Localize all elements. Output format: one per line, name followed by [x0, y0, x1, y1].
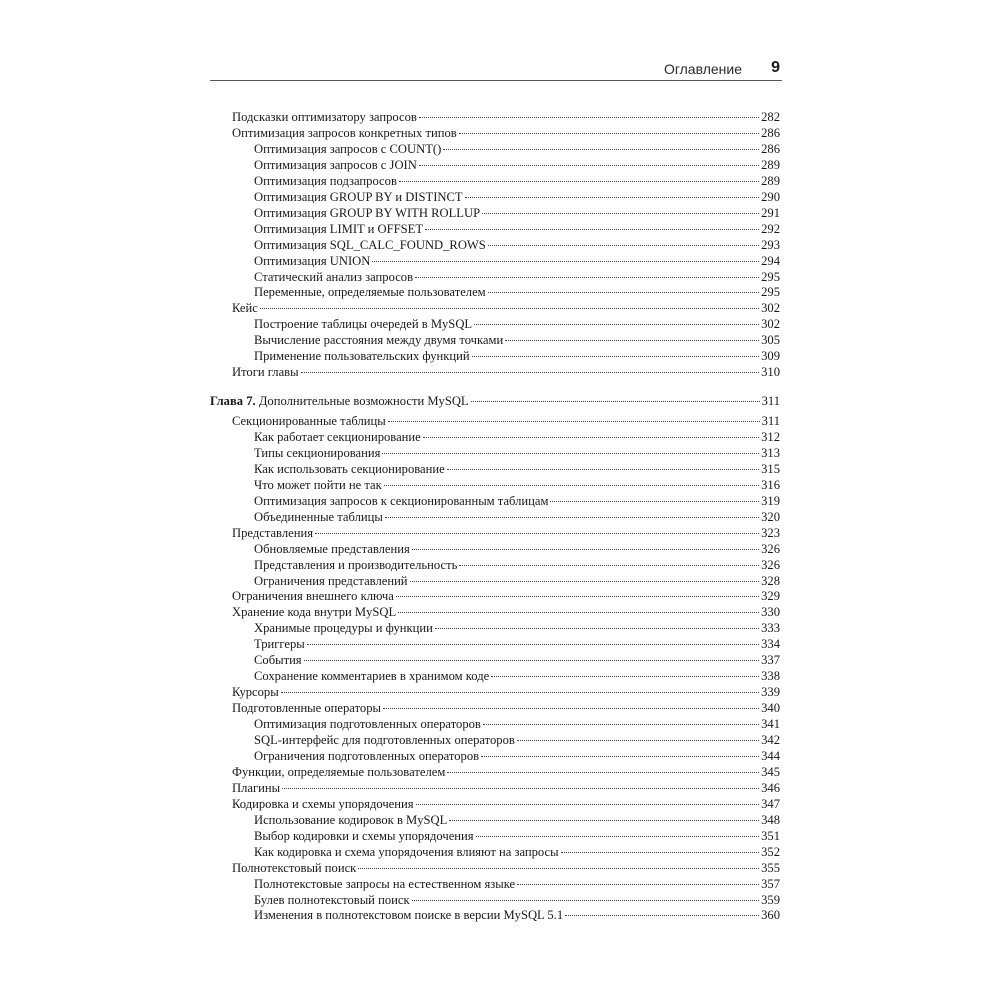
running-head-section: Оглавление	[663, 61, 742, 77]
dot-leader	[282, 788, 759, 789]
toc-entry[interactable]	[254, 493, 780, 509]
toc-entry[interactable]	[254, 221, 780, 237]
dot-leader	[449, 820, 759, 821]
toc-entry[interactable]	[254, 636, 780, 652]
toc-entry-page: 359	[761, 892, 780, 907]
toc-entry-page: 312	[761, 429, 780, 444]
toc-entry-title: Объединенные таблицы	[254, 509, 383, 524]
dot-leader	[383, 708, 759, 709]
toc-entry[interactable]	[254, 429, 780, 445]
dot-leader	[443, 149, 759, 150]
toc-entry-title: Как работает секционирование	[254, 429, 421, 444]
toc-entry-page: 326	[761, 541, 780, 556]
dot-leader	[388, 421, 760, 422]
dot-leader	[398, 612, 759, 613]
toc-entry[interactable]	[254, 284, 780, 300]
dot-leader	[459, 133, 759, 134]
toc-entry-page: 330	[761, 605, 780, 620]
toc-entry-page: 286	[761, 125, 780, 140]
dot-leader	[447, 469, 759, 470]
dot-leader	[425, 229, 759, 230]
dot-leader	[517, 740, 759, 741]
toc-entry-page: 309	[761, 349, 780, 364]
toc-entry[interactable]	[254, 573, 780, 589]
toc-entry-page: 295	[761, 269, 780, 284]
toc-entry[interactable]	[254, 620, 780, 636]
toc-entry-page: 313	[761, 445, 780, 460]
toc-entry[interactable]	[254, 844, 780, 860]
toc-entry[interactable]	[254, 461, 780, 477]
toc-entry-page: 352	[761, 844, 780, 859]
toc-entry-page: 334	[761, 637, 780, 652]
toc-entry[interactable]	[232, 796, 780, 812]
toc-entry-title: Плагины	[232, 780, 281, 795]
toc-entry[interactable]	[254, 253, 780, 269]
toc-entry-page: 319	[761, 493, 780, 508]
toc-entry[interactable]	[254, 173, 780, 189]
dot-leader	[301, 372, 760, 373]
toc-entry[interactable]	[254, 828, 780, 844]
dot-leader	[435, 628, 759, 629]
toc-entry-page: 302	[761, 317, 780, 332]
toc-entry[interactable]	[254, 509, 780, 525]
toc-entry-title: Применение пользовательских функций	[254, 349, 470, 364]
dot-leader	[471, 401, 760, 402]
toc-entry[interactable]	[232, 684, 780, 700]
dot-leader	[476, 836, 760, 837]
dot-leader	[382, 453, 759, 454]
toc-entry[interactable]	[254, 477, 780, 493]
toc-entry[interactable]	[254, 445, 780, 461]
toc-entry[interactable]	[254, 557, 780, 573]
toc-entry-title: Вычисление расстояния между двумя точками	[254, 333, 504, 348]
toc-entry-page: 294	[761, 253, 780, 268]
dot-leader	[410, 581, 760, 582]
toc-entry-title: Оптимизация SQL_CALC_FOUND_ROWS	[254, 237, 486, 252]
toc-entry-page: 310	[761, 365, 780, 380]
toc-entry[interactable]	[254, 189, 780, 205]
dot-leader	[550, 501, 759, 502]
toc-entry[interactable]	[254, 237, 780, 253]
toc-entry-title: Итоги главы	[232, 365, 299, 380]
toc-entry-page: 282	[761, 110, 780, 124]
dot-leader	[358, 868, 759, 869]
toc-entry-title: Триггеры	[254, 637, 305, 652]
toc-entry-title: Оптимизация LIMIT и OFFSET	[254, 221, 424, 236]
toc-entry[interactable]	[254, 732, 780, 748]
toc-entry-title: Обновляемые представления	[254, 541, 410, 556]
page-number: 9	[771, 59, 780, 76]
toc-entry[interactable]	[232, 700, 780, 716]
dot-leader	[307, 644, 759, 645]
toc-entry[interactable]	[254, 892, 780, 908]
dot-leader	[260, 308, 759, 309]
dot-leader	[482, 213, 759, 214]
toc-entry[interactable]	[232, 125, 780, 141]
toc-entry-title: Использование кодировок в MySQL	[254, 812, 448, 827]
toc-entry-page: 337	[761, 653, 780, 668]
toc-entry-title: Оптимизация запросов с COUNT()	[254, 141, 442, 156]
dot-leader	[399, 181, 759, 182]
toc-entry-page: 289	[761, 173, 780, 188]
toc-entry[interactable]	[232, 764, 780, 780]
dot-leader	[488, 292, 759, 293]
dot-leader	[372, 261, 759, 262]
dot-leader	[281, 692, 759, 693]
dot-leader	[423, 437, 759, 438]
toc-entry[interactable]	[254, 205, 780, 221]
toc-entry-page: 290	[761, 189, 780, 204]
toc-entry-title: Оптимизация GROUP BY и DISTINCT	[254, 189, 463, 204]
toc-entry-page: 289	[761, 157, 780, 172]
dot-leader	[459, 565, 759, 566]
toc-entry-page: 320	[761, 509, 780, 524]
dot-leader	[481, 756, 759, 757]
toc-entry-title: Переменные, определяемые пользователем	[254, 285, 486, 300]
toc-entry-title: Оптимизация запросов конкретных типов	[232, 125, 457, 140]
dot-leader	[419, 117, 759, 118]
toc-entry-title: Полнотекстовый поиск	[232, 860, 357, 875]
toc-entry-title: Оптимизация GROUP BY WITH ROLLUP	[254, 205, 481, 220]
toc-entry-title: Выбор кодировки и схемы упорядочения	[254, 828, 474, 843]
toc-entry[interactable]	[232, 604, 780, 620]
dot-leader	[385, 517, 759, 518]
toc-entry[interactable]	[232, 300, 780, 316]
toc-entry-title: Функции, определяемые пользователем	[232, 764, 446, 779]
toc-entry-title: Оптимизация подзапросов	[254, 173, 397, 188]
dot-leader	[517, 884, 759, 885]
dot-leader	[483, 724, 759, 725]
toc-entry[interactable]	[232, 860, 780, 876]
dot-leader	[447, 772, 759, 773]
toc-entry-page: 333	[761, 621, 780, 636]
toc-entry-title: Подсказки оптимизатору запросов	[232, 110, 417, 124]
toc-entry[interactable]	[254, 716, 780, 732]
toc-entry-title: Как кодировка и схема упорядочения влияют на запросы	[254, 844, 559, 859]
toc-entry-page: 293	[761, 237, 780, 252]
chapter-label: Глава 7.	[210, 394, 256, 408]
toc-entry-title: Статический анализ запросов	[254, 269, 414, 284]
toc-entry[interactable]	[254, 907, 780, 923]
toc-entry-page: 357	[761, 876, 780, 891]
dot-leader	[304, 660, 760, 661]
toc-entry-page: 355	[761, 860, 780, 875]
dot-leader	[505, 340, 759, 341]
toc-entry[interactable]	[254, 332, 780, 348]
toc-entry-title: Кодировка и схемы упорядочения	[232, 796, 414, 811]
chapter-heading[interactable]	[210, 393, 780, 409]
toc-entry[interactable]	[232, 525, 780, 541]
toc-entry-page: 347	[761, 796, 780, 811]
toc-entry-page: 295	[761, 285, 780, 300]
toc-entry-page: 345	[761, 764, 780, 779]
running-head	[210, 58, 782, 81]
toc-entry-title: Оптимизация UNION	[254, 253, 371, 268]
dot-leader	[561, 852, 760, 853]
toc-entry-page: 338	[761, 669, 780, 684]
toc-entry-page: 292	[761, 221, 780, 236]
toc-entry-title: События	[254, 653, 302, 668]
dot-leader	[384, 485, 759, 486]
toc-entry-page: 328	[761, 573, 780, 588]
toc-entry-title: Булев полнотекстовый поиск	[254, 892, 410, 907]
toc-entry-title: Хранимые процедуры и функции	[254, 621, 433, 636]
toc-entry-page: 286	[761, 141, 780, 156]
dot-leader	[565, 915, 759, 916]
dot-leader	[415, 277, 759, 278]
toc-entry[interactable]	[232, 413, 780, 429]
toc-entry-page: 342	[761, 733, 780, 747]
toc-entry-title: Сохранение комментариев в хранимом коде	[254, 669, 490, 684]
dot-leader	[315, 533, 759, 534]
toc-entry-title: Секционированные таблицы	[232, 414, 386, 428]
dot-leader	[416, 804, 760, 805]
toc-entry[interactable]	[254, 748, 780, 764]
toc-entry-title: Изменения в полнотекстовом поиске в версии MySQL 5.1	[254, 908, 564, 923]
toc-entry-title: Ограничения представлений	[254, 573, 408, 588]
toc-entry-title: Что может пойти не так	[254, 477, 382, 492]
dot-leader	[488, 245, 759, 246]
dot-leader	[419, 165, 759, 166]
toc-entry[interactable]	[254, 348, 780, 364]
toc-entry-page: 344	[761, 748, 780, 763]
toc-entry-page: 360	[761, 908, 780, 923]
dot-leader	[412, 549, 759, 550]
toc-entry-title: Ограничения внешнего ключа	[232, 589, 394, 604]
toc-entry[interactable]	[254, 157, 780, 173]
toc-entry-page: 291	[761, 205, 780, 220]
toc-entry-title: Как использовать секционирование	[254, 461, 445, 476]
toc-entry-title: SQL-интерфейс для подготовленных операторов	[254, 733, 515, 747]
toc-entry-page: 305	[761, 333, 780, 348]
toc-entry-page: 316	[761, 477, 780, 492]
toc-entry-page: 323	[761, 525, 780, 540]
toc-entry-title: Оптимизация запросов с JOIN	[254, 157, 417, 172]
chapter-page: 311	[761, 394, 780, 408]
toc-entry[interactable]	[254, 812, 780, 828]
toc-entry-page: 311	[761, 414, 780, 428]
toc-entry-page: 340	[761, 701, 780, 716]
toc-entry-page: 302	[761, 301, 780, 316]
toc-entry-page: 339	[761, 685, 780, 700]
dot-leader	[396, 596, 759, 597]
dot-leader	[474, 324, 759, 325]
dot-leader	[465, 197, 760, 198]
toc-entry-title: Типы секционирования	[254, 445, 381, 460]
toc-entry[interactable]	[254, 541, 780, 557]
toc-entry[interactable]	[232, 364, 780, 380]
toc-entry-page: 341	[761, 717, 780, 732]
dot-leader	[472, 356, 759, 357]
toc-entry[interactable]	[254, 652, 780, 668]
toc-entry-title: Построение таблицы очередей в MySQL	[254, 317, 473, 332]
toc-entry[interactable]	[254, 269, 780, 285]
toc-entry[interactable]	[254, 876, 780, 892]
toc-entry[interactable]	[232, 109, 780, 125]
toc-entry-title: Подготовленные операторы	[232, 701, 381, 716]
toc-entry-title: Курсоры	[232, 685, 279, 700]
toc-entry-page: 329	[761, 589, 780, 604]
toc-entry[interactable]	[254, 668, 780, 684]
toc-entry-title: Оптимизация подготовленных операторов	[254, 717, 481, 732]
toc-entry[interactable]	[232, 780, 780, 796]
dot-leader	[412, 900, 760, 901]
toc-entry-title: Представления и производительность	[254, 557, 458, 572]
dot-leader	[491, 676, 759, 677]
toc-entry[interactable]	[254, 141, 780, 157]
toc-entry-title: Ограничения подготовленных операторов	[254, 748, 480, 763]
toc-entry-page: 346	[761, 780, 780, 795]
toc-entry-title: Полнотекстовые запросы на естественном языке	[254, 876, 516, 891]
toc-entry[interactable]	[232, 588, 780, 604]
toc-entry-title: Хранение кода внутри MySQL	[232, 605, 397, 620]
toc-entry-title: Оптимизация запросов к секционированным таблицам	[254, 493, 549, 508]
toc-entry-page: 351	[761, 828, 780, 843]
toc-entry-page: 326	[761, 557, 780, 572]
toc-entry-page: 348	[761, 812, 780, 827]
toc-entry-page: 315	[761, 461, 780, 476]
chapter-title: Дополнительные возможности MySQL	[258, 394, 469, 408]
toc-entry-title: Представления	[232, 525, 313, 540]
toc-entry[interactable]	[254, 316, 780, 332]
toc-entry-title: Кейс	[232, 301, 258, 316]
